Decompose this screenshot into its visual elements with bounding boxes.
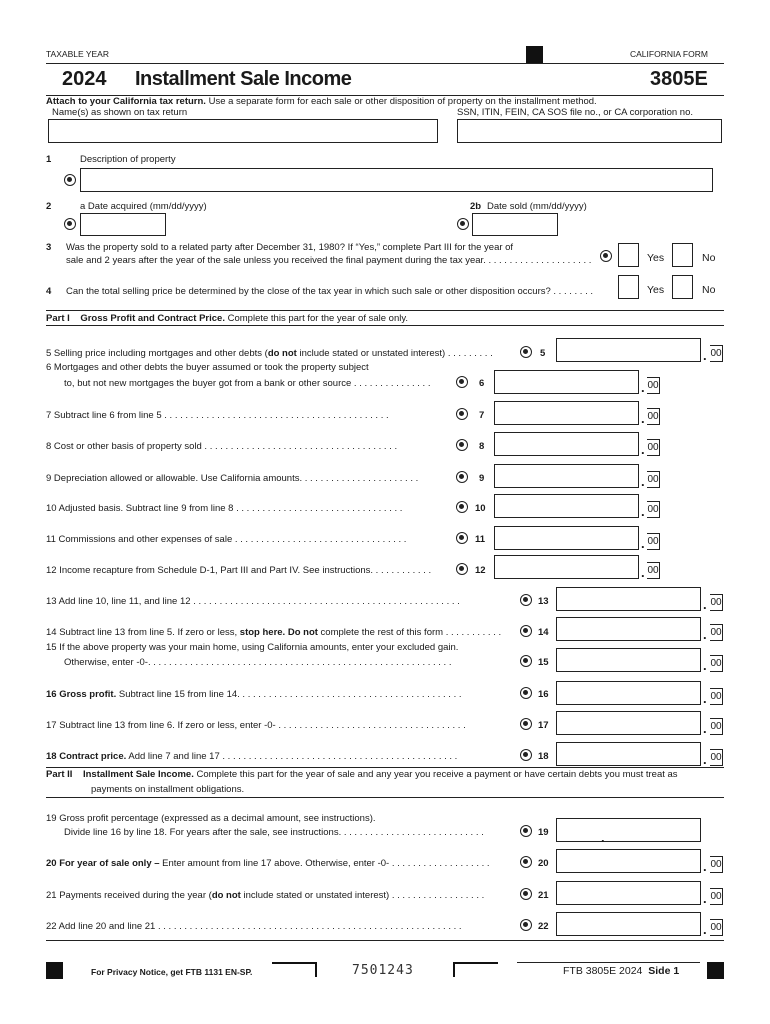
line-2b-number: 2b bbox=[470, 201, 482, 212]
line-3-no-label: No bbox=[702, 252, 716, 264]
line-6-text-1: 6 Mortgages and other debts the buyer assumed or took the property subject bbox=[46, 362, 369, 373]
footer-left-mark bbox=[46, 962, 63, 979]
line-20-amount-field[interactable] bbox=[556, 849, 701, 873]
line-13-box-label: 13 bbox=[538, 596, 549, 607]
header-rule bbox=[46, 63, 724, 64]
names-field[interactable] bbox=[48, 119, 438, 143]
line-20-cents: 00 bbox=[710, 856, 723, 873]
line-10-box-label: 10 bbox=[475, 503, 486, 514]
line-6-decimal: . bbox=[641, 380, 645, 395]
line-19-text-1: 19 Gross profit percentage (expressed as a decimal amount, see instructions). bbox=[46, 813, 376, 824]
line-12-decimal: . bbox=[641, 565, 645, 580]
line-10-decimal: . bbox=[641, 504, 645, 519]
line-17-text: 17 Subtract line 13 from line 6. If zero or less, enter -0- . . . . . . . . . . . . . . . . . . . . . . . . . . . . . . . . . . . . bbox=[46, 720, 466, 731]
line-13-cents: 00 bbox=[710, 594, 723, 611]
line-15-decimal: . bbox=[703, 658, 707, 673]
line-14-decimal: . bbox=[703, 627, 707, 642]
part2-heading-2: payments on installment obligations. bbox=[91, 784, 245, 795]
line-20-box-label: 20 bbox=[538, 858, 549, 869]
line-11-box-label: 11 bbox=[475, 534, 486, 545]
line-21-cents: 00 bbox=[710, 888, 723, 905]
line-7-text: 7 Subtract line 6 from line 5 . . . . . . . . . . . . . . . . . . . . . . . . . . . . . . . . . . . . . . . . . . . bbox=[46, 410, 389, 421]
state-form-label: CALIFORNIA FORM bbox=[630, 49, 708, 59]
line-2b-bullet-icon bbox=[457, 218, 469, 230]
line-4-yes-checkbox[interactable] bbox=[618, 275, 639, 299]
line-5-amount-field[interactable] bbox=[556, 338, 701, 362]
line-16-bullet-icon bbox=[520, 687, 532, 699]
line-15-amount-field[interactable] bbox=[556, 648, 701, 672]
line-12-cents: 00 bbox=[647, 562, 660, 579]
line-8-text: 8 Cost or other basis of property sold . . . . . . . . . . . . . . . . . . . . . . . . . . . . . . . . . . . . . bbox=[46, 441, 398, 452]
line-3-number: 3 bbox=[46, 242, 52, 253]
line-22-amount-field[interactable] bbox=[556, 912, 701, 936]
line-3-yes-checkbox[interactable] bbox=[618, 243, 639, 267]
ssn-field[interactable] bbox=[457, 119, 722, 143]
line-14-cents: 00 bbox=[710, 624, 723, 641]
line-11-cents: 00 bbox=[647, 533, 660, 550]
line-18-bullet-icon bbox=[520, 749, 532, 761]
line-16-decimal: . bbox=[703, 691, 707, 706]
line-10-text: 10 Adjusted basis. Subtract line 9 from line 8 . . . . . . . . . . . . . . . . . . . . . . . . . . . . . . . . bbox=[46, 503, 403, 514]
tax-year: 2024 bbox=[62, 68, 107, 90]
line-9-box-label: 9 bbox=[479, 473, 485, 484]
line-6-box-label: 6 bbox=[479, 378, 485, 389]
line-1-number: 1 bbox=[46, 154, 52, 165]
line-10-amount-field[interactable] bbox=[494, 494, 639, 518]
line-22-decimal: . bbox=[703, 922, 707, 937]
line-2a-bullet-icon bbox=[64, 218, 76, 230]
privacy-notice: For Privacy Notice, get FTB 1131 EN-SP. bbox=[91, 967, 253, 977]
line-15-cents: 00 bbox=[710, 655, 723, 672]
line-6-cents: 00 bbox=[647, 377, 660, 394]
part2-heading: Part II Installment Sale Income. Complete this part for the year of sale and any year you receive a payment or have certain debts you must treat as bbox=[46, 769, 678, 780]
line-15-text-1: 15 If the above property was your main home, using California amounts, enter your excluded gain. bbox=[46, 642, 459, 653]
line-22-cents: 00 bbox=[710, 919, 723, 936]
line-12-text: 12 Income recapture from Schedule D-1, Part III and Part IV. See instructions. . . . . . . . . . . . bbox=[46, 565, 432, 576]
line-15-bullet-icon bbox=[520, 655, 532, 667]
line-1-label: Description of property bbox=[80, 154, 176, 165]
line-11-text: 11 Commissions and other expenses of sale . . . . . . . . . . . . . . . . . . . . . . . . . . . . . . . . . bbox=[46, 534, 407, 545]
line-12-amount-field[interactable] bbox=[494, 555, 639, 579]
line-5-decimal: . bbox=[703, 348, 707, 363]
line-14-bullet-icon bbox=[520, 625, 532, 637]
date-sold-field[interactable] bbox=[472, 213, 558, 236]
line-5-text: 5 Selling price including mortgages and other debts (do not include stated or unstated interest) . . . . . . . . . bbox=[46, 348, 493, 359]
taxable-year-label: TAXABLE YEAR bbox=[46, 49, 109, 59]
line-8-amount-field[interactable] bbox=[494, 432, 639, 456]
footer-corner-mark-right bbox=[452, 962, 498, 978]
line-16-box-label: 16 bbox=[538, 689, 549, 700]
line-11-amount-field[interactable] bbox=[494, 526, 639, 550]
line-12-box-label: 12 bbox=[475, 565, 486, 576]
line-1-bullet-icon bbox=[64, 174, 76, 186]
line-9-amount-field[interactable] bbox=[494, 464, 639, 488]
line-2a-label: a Date acquired (mm/dd/yyyy) bbox=[80, 201, 207, 212]
line-8-bullet-icon bbox=[456, 439, 468, 451]
registration-mark bbox=[526, 46, 543, 63]
line-6-text-2: to, but not new mortgages the buyer got from a bank or other source . . . . . . . . . . . . . . . bbox=[64, 378, 431, 389]
line-17-cents: 00 bbox=[710, 718, 723, 735]
part1-heading: Part I Gross Profit and Contract Price. Complete this part for the year of sale only. bbox=[46, 313, 409, 324]
line-11-bullet-icon bbox=[456, 532, 468, 544]
line-4-no-label: No bbox=[702, 284, 716, 296]
barcode-number: 7501243 bbox=[352, 963, 414, 978]
line-20-decimal: . bbox=[703, 859, 707, 874]
part2-bottom-rule bbox=[46, 797, 724, 798]
line-21-text: 21 Payments received during the year (do not include stated or unstated interest) . . . . . . . . . . . . . . . . . . bbox=[46, 890, 485, 901]
line-3-yes-label: Yes bbox=[647, 252, 665, 264]
line-13-text: 13 Add line 10, line 11, and line 12 . . . . . . . . . . . . . . . . . . . . . . . . . . . . . . . . . . . . . . . . . . . . . . . . . . . bbox=[46, 596, 460, 607]
line-18-text: 18 Contract price. Add line 7 and line 17 . . . . . . . . . . . . . . . . . . . . . . . . . . . . . . . . . . . . . . . . . . . . . bbox=[46, 751, 458, 762]
line-10-cents: 00 bbox=[647, 501, 660, 518]
line-4-text: Can the total selling price be determined by the close of the tax year in which such sale or other disposition occurs? . . . . . . . . bbox=[66, 286, 593, 297]
line-9-bullet-icon bbox=[456, 471, 468, 483]
line-14-text: 14 Subtract line 13 from line 5. If zero or less, stop here. Do not complete the rest of this form . . . . . . . . . . . bbox=[46, 627, 502, 638]
line-3-text-2: sale and 2 years after the year of the sale unless you received the final payment during the tax year. . . . . . . . . . . . . . . . . . . . . bbox=[66, 255, 592, 266]
line-22-text: 22 Add line 20 and line 21 . . . . . . . . . . . . . . . . . . . . . . . . . . . . . . . . . . . . . . . . . . . . . . . . . . . . . . . . . . bbox=[46, 921, 462, 932]
part1-bottom-rule bbox=[46, 325, 724, 326]
line-9-cents: 00 bbox=[647, 471, 660, 488]
line-7-decimal: . bbox=[641, 411, 645, 426]
line-2b-label: Date sold (mm/dd/yyyy) bbox=[487, 201, 587, 212]
line-8-cents: 00 bbox=[647, 439, 660, 456]
line-14-amount-field[interactable] bbox=[556, 617, 701, 641]
line-6-amount-field[interactable] bbox=[494, 370, 639, 394]
attach-instruction: Attach to your California tax return. Use a separate form for each sale or other disposition of property on the installment method. bbox=[46, 96, 597, 107]
line-7-cents: 00 bbox=[647, 408, 660, 425]
line-16-cents: 00 bbox=[710, 688, 723, 705]
line-19-percentage-field[interactable] bbox=[556, 818, 701, 845]
line-4-number: 4 bbox=[46, 286, 52, 297]
line-21-amount-field[interactable] bbox=[556, 881, 701, 905]
ssn-label: SSN, ITIN, FEIN, CA SOS file no., or CA corporation no. bbox=[457, 107, 694, 118]
line-18-cents: 00 bbox=[710, 749, 723, 766]
line-11-decimal: . bbox=[641, 536, 645, 551]
line-20-text: 20 For year of sale only – Enter amount from line 17 above. Otherwise, enter -0- . . . . . . . . . . . . . . . . . . . bbox=[46, 858, 490, 869]
date-acquired-field[interactable] bbox=[80, 213, 166, 236]
footer-form-ref: FTB 3805E 2024 Side 1 bbox=[563, 965, 680, 977]
line-3-bullet-icon bbox=[600, 250, 612, 262]
line-7-bullet-icon bbox=[456, 408, 468, 420]
line-19-bullet-icon bbox=[520, 825, 532, 837]
line-16-text: 16 Gross profit. Subtract line 15 from line 14. . . . . . . . . . . . . . . . . . . . . . . . . . . . . . . . . . . . . . . . . . . bbox=[46, 689, 462, 700]
line-7-box-label: 7 bbox=[479, 410, 485, 421]
form-number: 3805E bbox=[650, 68, 708, 90]
line-19-decimal: . bbox=[601, 830, 605, 845]
line-4-yes-label: Yes bbox=[647, 284, 665, 296]
line-9-decimal: . bbox=[641, 474, 645, 489]
footer-right-mark bbox=[707, 962, 724, 979]
line-15-box-label: 15 bbox=[538, 657, 549, 668]
line-19-text-2: Divide line 16 by line 18. For years after the sale, see instructions. . . . . . . . . . . . . . . . . . . . . . . . . . . . bbox=[64, 827, 484, 838]
line-10-bullet-icon bbox=[456, 501, 468, 513]
line-13-decimal: . bbox=[703, 597, 707, 612]
line-21-decimal: . bbox=[703, 891, 707, 906]
line-17-amount-field[interactable] bbox=[556, 711, 701, 735]
part2-top-rule bbox=[46, 767, 724, 768]
line-20-bullet-icon bbox=[520, 856, 532, 868]
description-of-property-field[interactable] bbox=[80, 168, 713, 192]
line-8-decimal: . bbox=[641, 442, 645, 457]
line-7-amount-field[interactable] bbox=[494, 401, 639, 425]
line-13-bullet-icon bbox=[520, 594, 532, 606]
form-title: Installment Sale Income bbox=[135, 68, 352, 90]
line-18-box-label: 18 bbox=[538, 751, 549, 762]
line-21-box-label: 21 bbox=[538, 890, 549, 901]
line-22-box-label: 22 bbox=[538, 921, 549, 932]
names-label: Name(s) as shown on tax return bbox=[52, 107, 188, 118]
line-8-box-label: 8 bbox=[479, 441, 485, 452]
footer-ref-rule bbox=[517, 962, 700, 963]
line-18-decimal: . bbox=[703, 752, 707, 767]
line-5-box-label: 5 bbox=[540, 348, 546, 359]
line-6-bullet-icon bbox=[456, 376, 468, 388]
line-21-bullet-icon bbox=[520, 888, 532, 900]
line-4-no-checkbox[interactable] bbox=[672, 275, 693, 299]
line-2-number: 2 bbox=[46, 201, 52, 212]
line-15-text-2: Otherwise, enter -0-. . . . . . . . . . . . . . . . . . . . . . . . . . . . . . . . . . . . . . . . . . . . . . . . . . . . . . . . . . bbox=[64, 657, 452, 668]
line-16-amount-field[interactable] bbox=[556, 681, 701, 705]
line-17-box-label: 17 bbox=[538, 720, 549, 731]
line-14-box-label: 14 bbox=[538, 627, 549, 638]
line-13-amount-field[interactable] bbox=[556, 587, 701, 611]
footer-corner-mark-left bbox=[272, 962, 318, 978]
line-12-bullet-icon bbox=[456, 563, 468, 575]
line-5-bullet-icon bbox=[520, 346, 532, 358]
line-3-no-checkbox[interactable] bbox=[672, 243, 693, 267]
line-22-bullet-icon bbox=[520, 919, 532, 931]
line-3-text-1: Was the property sold to a related party after December 31, 1980? If “Yes,” complete Part III for the year of bbox=[66, 242, 514, 253]
form-bottom-rule bbox=[46, 940, 724, 941]
line-17-bullet-icon bbox=[520, 718, 532, 730]
line-19-box-label: 19 bbox=[538, 827, 549, 838]
part1-top-rule bbox=[46, 310, 724, 311]
line-9-text: 9 Depreciation allowed or allowable. Use California amounts. . . . . . . . . . . . . . . . . . . . . . . bbox=[46, 473, 419, 484]
line-5-cents: 00 bbox=[710, 345, 723, 362]
line-18-amount-field[interactable] bbox=[556, 742, 701, 766]
line-17-decimal: . bbox=[703, 721, 707, 736]
